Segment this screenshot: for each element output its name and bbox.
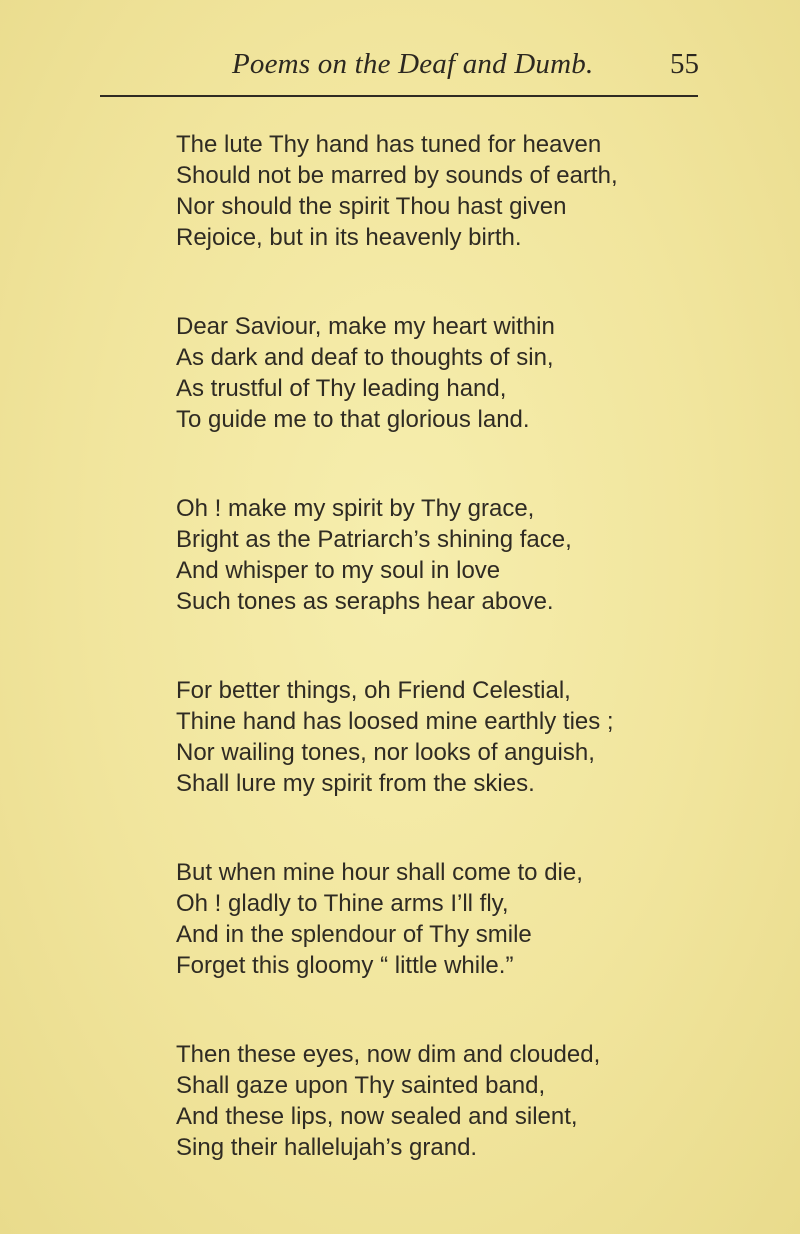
page-number: 55 (670, 48, 699, 80)
stanza-1 (176, 129, 776, 253)
poem-line: Bright as the Patriarch’s shining face, (176, 526, 572, 553)
stanza-5 (176, 857, 776, 981)
poem-line: Sing their hallelujah’s grand. (176, 1134, 478, 1161)
poem-line: And in the splendour of Thy smile (176, 921, 532, 948)
stanza-4 (176, 675, 776, 799)
poem-line: Shall gaze upon Thy sainted band, (176, 1072, 546, 1099)
poem-line: For better things, oh Friend Celestial, (176, 677, 571, 704)
poem-line: Such tones as seraphs hear above. (176, 588, 554, 615)
running-title: Poems on the Deaf and Dumb. (232, 48, 594, 80)
poem-line: But when mine hour shall come to die, (176, 859, 583, 886)
poem (176, 129, 776, 1221)
poem-line: As trustful of Thy leading hand, (176, 375, 507, 402)
poem-line: Rejoice, but in its heavenly birth. (176, 224, 522, 251)
poem-line: Oh ! gladly to Thine arms I’ll fly, (176, 890, 509, 917)
poem-line: Should not be marred by sounds of earth, (176, 162, 618, 189)
poem-line: Then these eyes, now dim and clouded, (176, 1041, 601, 1068)
poem-line: Nor wailing tones, nor looks of anguish, (176, 739, 595, 766)
stanza-3 (176, 493, 776, 617)
poem-line: And whisper to my soul in love (176, 557, 501, 584)
running-head (0, 48, 800, 88)
stanza-2 (176, 311, 776, 435)
stanza-6 (176, 1039, 776, 1163)
header-rule (100, 95, 698, 97)
poem-line: Nor should the spirit Thou hast given (176, 193, 567, 220)
poem-line: Dear Saviour, make my heart within (176, 313, 555, 340)
poem-line: Forget this gloomy “ little while.” (176, 952, 514, 979)
poem-line: And these lips, now sealed and silent, (176, 1103, 578, 1130)
poem-line: Thine hand has loosed mine earthly ties ; (176, 708, 614, 735)
poem-line: Shall lure my spirit from the skies. (176, 770, 535, 797)
poem-line: The lute Thy hand has tuned for heaven (176, 131, 602, 158)
poem-line: As dark and deaf to thoughts of sin, (176, 344, 554, 371)
poem-line: Oh ! make my spirit by Thy grace, (176, 495, 535, 522)
poem-line: To guide me to that glorious land. (176, 406, 530, 433)
